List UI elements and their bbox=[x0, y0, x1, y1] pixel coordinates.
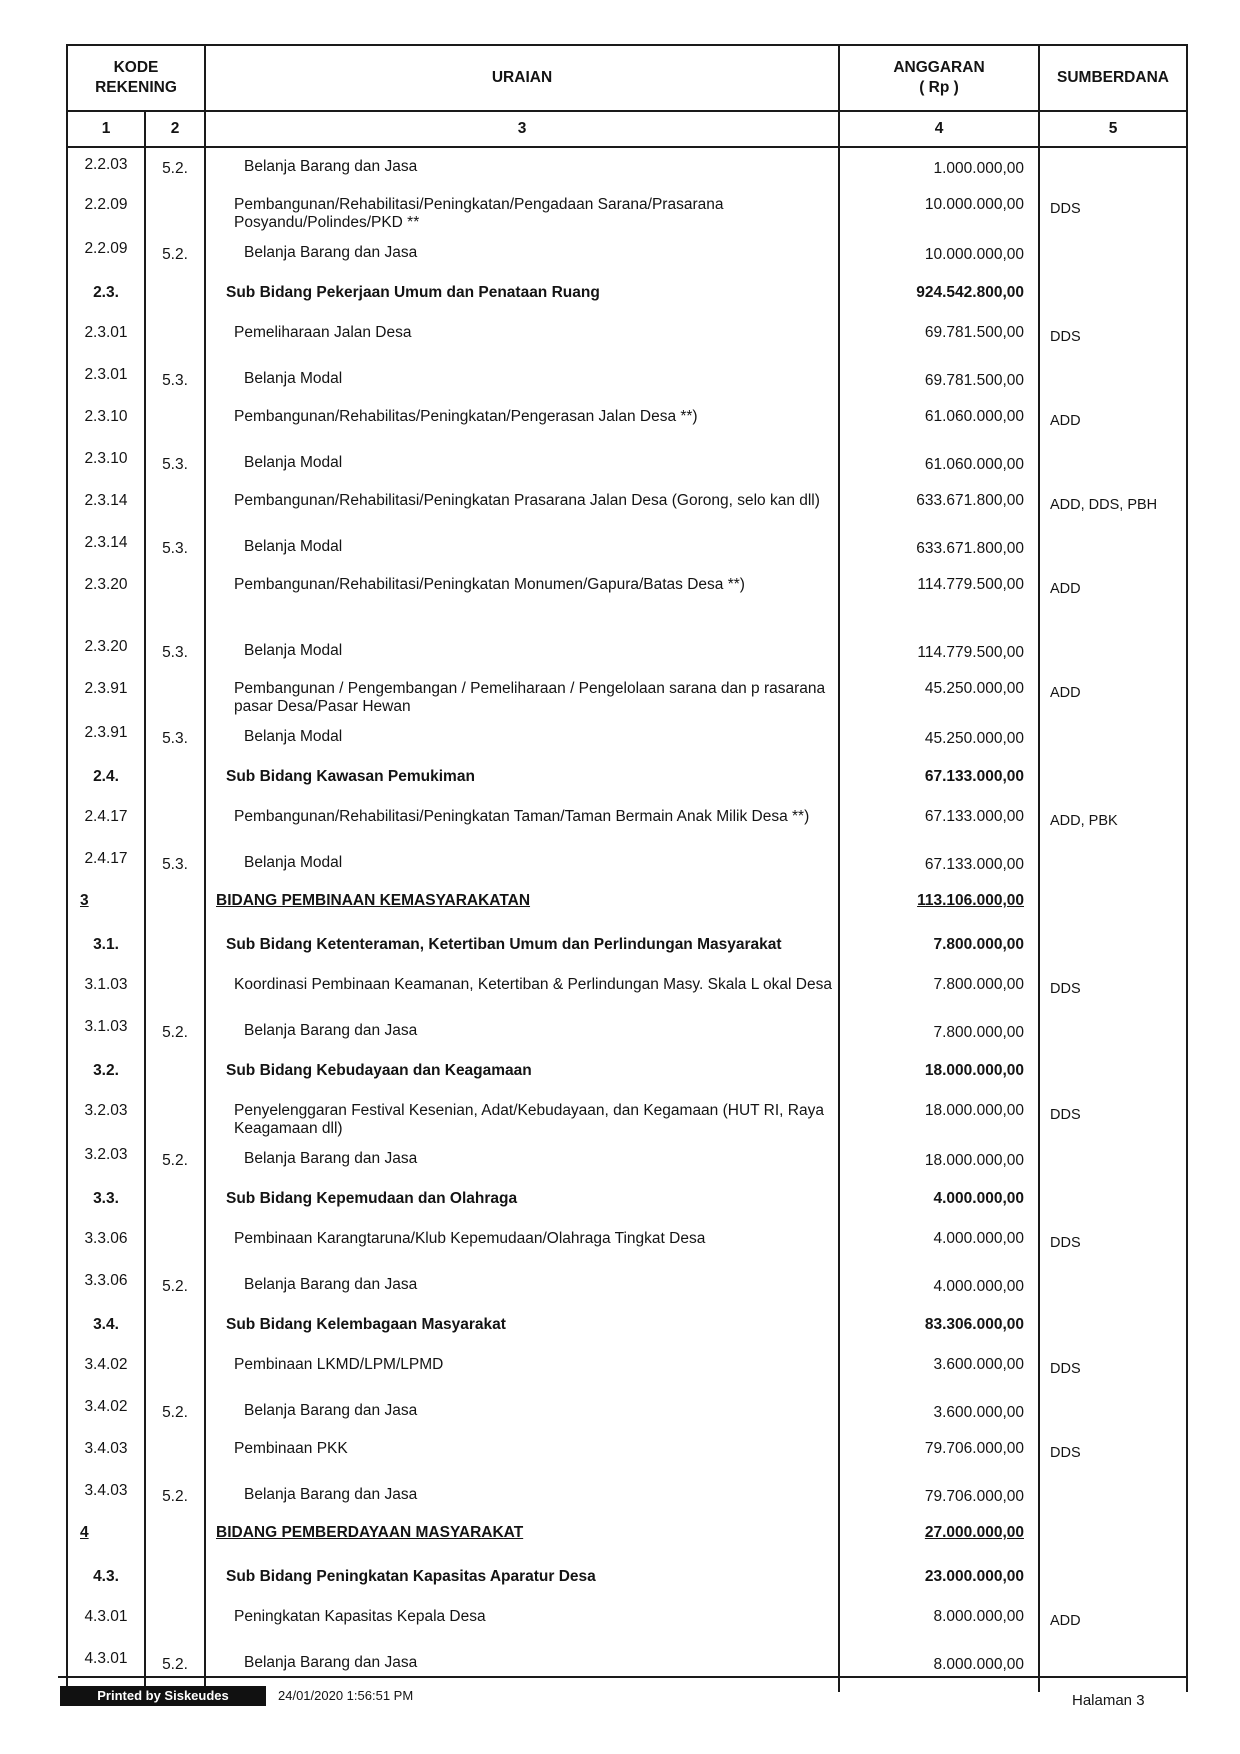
object-code-cell bbox=[145, 760, 205, 802]
amount-cell: 1.000.000,00 bbox=[839, 147, 1039, 190]
amount-cell: 633.671.800,00 bbox=[839, 528, 1039, 570]
header-col-number: 1 bbox=[67, 111, 145, 147]
amount-cell: 10.000.000,00 bbox=[839, 234, 1039, 276]
printed-by-badge: Printed by Siskeudes bbox=[60, 1686, 266, 1706]
table-row bbox=[67, 1012, 1187, 1054]
account-code-cell: 2.2.03 bbox=[67, 147, 145, 190]
fund-source-cell bbox=[1039, 844, 1187, 886]
object-code-cell: 5.2. bbox=[145, 1644, 205, 1692]
description-cell: Belanja Modal bbox=[205, 844, 839, 886]
description-cell: Pembangunan/Rehabilitasi/Peningkatan Prasarana Jalan Desa (Gorong, selo kan dll) bbox=[205, 486, 839, 528]
amount-cell: 113.106.000,00 bbox=[839, 886, 1039, 928]
account-code-cell: 2.2.09 bbox=[67, 234, 145, 276]
description-cell: Belanja Barang dan Jasa bbox=[205, 234, 839, 276]
account-code-cell: 3.3.06 bbox=[67, 1224, 145, 1266]
header-kode-rekening: KODE REKENING bbox=[67, 45, 205, 111]
object-code-cell bbox=[145, 674, 205, 718]
description-cell: Sub Bidang Kepemudaan dan Olahraga bbox=[205, 1182, 839, 1224]
amount-cell: 114.779.500,00 bbox=[839, 632, 1039, 674]
description-cell: Pemeliharaan Jalan Desa bbox=[205, 318, 839, 360]
account-code-cell: 3.2.03 bbox=[67, 1140, 145, 1182]
description-cell: Belanja Barang dan Jasa bbox=[205, 1392, 839, 1434]
object-code-cell bbox=[145, 1308, 205, 1350]
account-code-cell: 3.3. bbox=[67, 1182, 145, 1224]
fund-source-cell bbox=[1039, 1560, 1187, 1602]
amount-cell: 4.000.000,00 bbox=[839, 1224, 1039, 1266]
page-number: Halaman 3 bbox=[1072, 1692, 1145, 1709]
table-row bbox=[67, 444, 1187, 486]
header-col-number: 5 bbox=[1039, 111, 1187, 147]
amount-cell: 23.000.000,00 bbox=[839, 1560, 1039, 1602]
account-code-cell: 3.1. bbox=[67, 928, 145, 970]
fund-source-cell bbox=[1039, 632, 1187, 674]
description-cell: Pembinaan PKK bbox=[205, 1434, 839, 1476]
description-cell: Peningkatan Kapasitas Kepala Desa bbox=[205, 1602, 839, 1644]
object-code-cell bbox=[145, 318, 205, 360]
object-code-cell: 5.3. bbox=[145, 528, 205, 570]
description-cell: Sub Bidang Peningkatan Kapasitas Aparatur Desa bbox=[205, 1560, 839, 1602]
description-cell: Belanja Modal bbox=[205, 528, 839, 570]
object-code-cell: 5.2. bbox=[145, 1392, 205, 1434]
description-cell: Pembangunan/Rehabilitasi/Peningkatan Taman/Taman Bermain Anak Milik Desa **) bbox=[205, 802, 839, 844]
account-code-cell: 2.4.17 bbox=[67, 802, 145, 844]
fund-source-cell bbox=[1039, 360, 1187, 402]
amount-cell: 45.250.000,00 bbox=[839, 718, 1039, 760]
description-cell: Sub Bidang Ketenteraman, Ketertiban Umum dan Perlindungan Masyarakat bbox=[205, 928, 839, 970]
table-row bbox=[67, 886, 1187, 928]
table-row bbox=[67, 318, 1187, 360]
table-body bbox=[67, 147, 1187, 1692]
amount-cell: 7.800.000,00 bbox=[839, 928, 1039, 970]
table-row bbox=[67, 1308, 1187, 1350]
account-code-cell: 2.3.20 bbox=[67, 632, 145, 674]
account-code-cell: 4 bbox=[67, 1518, 145, 1560]
amount-cell: 8.000.000,00 bbox=[839, 1644, 1039, 1692]
description-cell: Sub Bidang Pekerjaan Umum dan Penataan Ruang bbox=[205, 276, 839, 318]
account-code-cell: 3.1.03 bbox=[67, 1012, 145, 1054]
table-row bbox=[67, 1434, 1187, 1476]
fund-source-cell bbox=[1039, 147, 1187, 190]
account-code-cell: 3.2.03 bbox=[67, 1096, 145, 1140]
table-row bbox=[67, 570, 1187, 632]
fund-source-cell: ADD bbox=[1039, 1602, 1187, 1644]
description-cell: Belanja Modal bbox=[205, 632, 839, 674]
fund-source-cell: ADD bbox=[1039, 570, 1187, 632]
table-row bbox=[67, 802, 1187, 844]
fund-source-cell: DDS bbox=[1039, 1096, 1187, 1140]
account-code-cell: 2.3.10 bbox=[67, 402, 145, 444]
fund-source-cell: DDS bbox=[1039, 190, 1187, 234]
object-code-cell bbox=[145, 970, 205, 1012]
description-cell: Belanja Barang dan Jasa bbox=[205, 147, 839, 190]
account-code-cell: 2.3.10 bbox=[67, 444, 145, 486]
object-code-cell bbox=[145, 1560, 205, 1602]
account-code-cell: 3.4.02 bbox=[67, 1392, 145, 1434]
table-row bbox=[67, 928, 1187, 970]
table-row bbox=[67, 402, 1187, 444]
description-cell: Belanja Modal bbox=[205, 360, 839, 402]
object-code-cell: 5.2. bbox=[145, 1012, 205, 1054]
object-code-cell bbox=[145, 1182, 205, 1224]
amount-cell: 8.000.000,00 bbox=[839, 1602, 1039, 1644]
object-code-cell: 5.2. bbox=[145, 1476, 205, 1518]
fund-source-cell bbox=[1039, 1012, 1187, 1054]
amount-cell: 3.600.000,00 bbox=[839, 1350, 1039, 1392]
table-row bbox=[67, 1392, 1187, 1434]
amount-cell: 69.781.500,00 bbox=[839, 360, 1039, 402]
account-code-cell: 2.2.09 bbox=[67, 190, 145, 234]
description-cell: Pembangunan/Rehabilitas/Peningkatan/Pengerasan Jalan Desa **) bbox=[205, 402, 839, 444]
table-row bbox=[67, 1602, 1187, 1644]
table-row bbox=[67, 1096, 1187, 1140]
fund-source-cell: ADD bbox=[1039, 402, 1187, 444]
amount-cell: 924.542.800,00 bbox=[839, 276, 1039, 318]
account-code-cell: 2.3.01 bbox=[67, 360, 145, 402]
budget-table bbox=[66, 44, 1188, 1692]
account-code-cell: 2.3.91 bbox=[67, 674, 145, 718]
object-code-cell bbox=[145, 486, 205, 528]
account-code-cell: 3.3.06 bbox=[67, 1266, 145, 1308]
table-row bbox=[67, 674, 1187, 718]
header-uraian: URAIAN bbox=[205, 45, 839, 111]
account-code-cell: 3.4.03 bbox=[67, 1434, 145, 1476]
description-cell: Belanja Modal bbox=[205, 444, 839, 486]
header-anggaran-unit: ( Rp ) bbox=[919, 79, 959, 96]
table-row bbox=[67, 632, 1187, 674]
fund-source-cell bbox=[1039, 528, 1187, 570]
description-cell: Pembangunan/Rehabilitasi/Peningkatan Monumen/Gapura/Batas Desa **) bbox=[205, 570, 839, 632]
object-code-cell bbox=[145, 1434, 205, 1476]
table-row bbox=[67, 1560, 1187, 1602]
header-col-number: 2 bbox=[145, 111, 205, 147]
fund-source-cell bbox=[1039, 1308, 1187, 1350]
amount-cell: 67.133.000,00 bbox=[839, 760, 1039, 802]
object-code-cell bbox=[145, 276, 205, 318]
table-row bbox=[67, 190, 1187, 234]
fund-source-cell: DDS bbox=[1039, 1350, 1187, 1392]
amount-cell: 18.000.000,00 bbox=[839, 1096, 1039, 1140]
fund-source-cell bbox=[1039, 1266, 1187, 1308]
object-code-cell bbox=[145, 1096, 205, 1140]
description-cell: Belanja Barang dan Jasa bbox=[205, 1266, 839, 1308]
print-timestamp: 24/01/2020 1:56:51 PM bbox=[278, 1688, 414, 1703]
fund-source-cell bbox=[1039, 1476, 1187, 1518]
fund-source-cell bbox=[1039, 718, 1187, 760]
account-code-cell: 2.3.14 bbox=[67, 486, 145, 528]
amount-cell: 67.133.000,00 bbox=[839, 802, 1039, 844]
account-code-cell: 4.3.01 bbox=[67, 1644, 145, 1692]
header-anggaran bbox=[839, 45, 1039, 111]
object-code-cell: 5.3. bbox=[145, 360, 205, 402]
table-row bbox=[67, 276, 1187, 318]
account-code-cell: 2.4. bbox=[67, 760, 145, 802]
description-cell: Sub Bidang Kelembagaan Masyarakat bbox=[205, 1308, 839, 1350]
description-cell: Penyelenggaran Festival Kesenian, Adat/Kebudayaan, dan Kegamaan (HUT RI, Raya Keagamaan dll) bbox=[205, 1096, 839, 1140]
description-cell: Pembangunan / Pengembangan / Pemeliharaan / Pengelolaan sarana dan p rasarana pasar Desa/Pasar Hewan bbox=[205, 674, 839, 718]
table-row bbox=[67, 718, 1187, 760]
table-row bbox=[67, 1350, 1187, 1392]
account-code-cell: 3.2. bbox=[67, 1054, 145, 1096]
object-code-cell bbox=[145, 1350, 205, 1392]
object-code-cell: 5.2. bbox=[145, 147, 205, 190]
account-code-cell: 3.4.03 bbox=[67, 1476, 145, 1518]
account-code-cell: 3.4. bbox=[67, 1308, 145, 1350]
table-row bbox=[67, 1266, 1187, 1308]
header-anggaran-label: ANGGARAN bbox=[893, 59, 985, 76]
table-row bbox=[67, 486, 1187, 528]
account-code-cell: 2.3.91 bbox=[67, 718, 145, 760]
object-code-cell bbox=[145, 190, 205, 234]
description-cell: Belanja Barang dan Jasa bbox=[205, 1140, 839, 1182]
table-row bbox=[67, 760, 1187, 802]
description-cell: Belanja Modal bbox=[205, 718, 839, 760]
table-row bbox=[67, 1644, 1187, 1692]
description-cell: BIDANG PEMBERDAYAAN MASYARAKAT bbox=[205, 1518, 839, 1560]
amount-cell: 45.250.000,00 bbox=[839, 674, 1039, 718]
fund-source-cell: DDS bbox=[1039, 970, 1187, 1012]
amount-cell: 114.779.500,00 bbox=[839, 570, 1039, 632]
object-code-cell bbox=[145, 886, 205, 928]
object-code-cell: 5.3. bbox=[145, 444, 205, 486]
table-row bbox=[67, 970, 1187, 1012]
amount-cell: 7.800.000,00 bbox=[839, 1012, 1039, 1054]
object-code-cell: 5.3. bbox=[145, 718, 205, 760]
object-code-cell: 5.2. bbox=[145, 1266, 205, 1308]
object-code-cell bbox=[145, 802, 205, 844]
object-code-cell: 5.2. bbox=[145, 234, 205, 276]
table-row bbox=[67, 1054, 1187, 1096]
account-code-cell: 4.3.01 bbox=[67, 1602, 145, 1644]
object-code-cell bbox=[145, 402, 205, 444]
amount-cell: 61.060.000,00 bbox=[839, 444, 1039, 486]
table-row bbox=[67, 1476, 1187, 1518]
header-col-number: 4 bbox=[839, 111, 1039, 147]
table-row bbox=[67, 147, 1187, 190]
object-code-cell bbox=[145, 1518, 205, 1560]
amount-cell: 69.781.500,00 bbox=[839, 318, 1039, 360]
description-cell: Belanja Barang dan Jasa bbox=[205, 1644, 839, 1692]
fund-source-cell: DDS bbox=[1039, 1224, 1187, 1266]
fund-source-cell bbox=[1039, 1518, 1187, 1560]
table-row bbox=[67, 1182, 1187, 1224]
table-row bbox=[67, 1140, 1187, 1182]
account-code-cell: 2.3. bbox=[67, 276, 145, 318]
header-col-number: 3 bbox=[205, 111, 839, 147]
object-code-cell bbox=[145, 928, 205, 970]
description-cell: Belanja Barang dan Jasa bbox=[205, 1476, 839, 1518]
amount-cell: 18.000.000,00 bbox=[839, 1140, 1039, 1182]
description-cell: Sub Bidang Kawasan Pemukiman bbox=[205, 760, 839, 802]
description-cell: Pembangunan/Rehabilitasi/Peningkatan/Pengadaan Sarana/Prasarana Posyandu/Polindes/PKD ** bbox=[205, 190, 839, 234]
description-cell: Koordinasi Pembinaan Keamanan, Ketertiban & Perlindungan Masy. Skala L okal Desa bbox=[205, 970, 839, 1012]
amount-cell: 83.306.000,00 bbox=[839, 1308, 1039, 1350]
fund-source-cell bbox=[1039, 234, 1187, 276]
fund-source-cell bbox=[1039, 928, 1187, 970]
account-code-cell: 2.3.14 bbox=[67, 528, 145, 570]
account-code-cell: 3.1.03 bbox=[67, 970, 145, 1012]
object-code-cell bbox=[145, 1054, 205, 1096]
account-code-cell: 2.3.20 bbox=[67, 570, 145, 632]
description-cell: Pembinaan LKMD/LPM/LPMD bbox=[205, 1350, 839, 1392]
description-cell: BIDANG PEMBINAAN KEMASYARAKATAN bbox=[205, 886, 839, 928]
fund-source-cell bbox=[1039, 886, 1187, 928]
amount-cell: 7.800.000,00 bbox=[839, 970, 1039, 1012]
object-code-cell bbox=[145, 1602, 205, 1644]
table-header bbox=[67, 45, 1187, 147]
fund-source-cell bbox=[1039, 1140, 1187, 1182]
table-row bbox=[67, 360, 1187, 402]
table-row bbox=[67, 1224, 1187, 1266]
fund-source-cell: DDS bbox=[1039, 1434, 1187, 1476]
fund-source-cell: ADD bbox=[1039, 674, 1187, 718]
fund-source-cell: DDS bbox=[1039, 318, 1187, 360]
account-code-cell: 2.3.01 bbox=[67, 318, 145, 360]
description-cell: Sub Bidang Kebudayaan dan Keagamaan bbox=[205, 1054, 839, 1096]
footer-divider bbox=[58, 1676, 1188, 1678]
amount-cell: 79.706.000,00 bbox=[839, 1434, 1039, 1476]
fund-source-cell: ADD, DDS, PBH bbox=[1039, 486, 1187, 528]
object-code-cell: 5.2. bbox=[145, 1140, 205, 1182]
description-cell: Belanja Barang dan Jasa bbox=[205, 1012, 839, 1054]
description-cell: Pembinaan Karangtaruna/Klub Kepemudaan/Olahraga Tingkat Desa bbox=[205, 1224, 839, 1266]
amount-cell: 3.600.000,00 bbox=[839, 1392, 1039, 1434]
amount-cell: 18.000.000,00 bbox=[839, 1054, 1039, 1096]
object-code-cell: 5.3. bbox=[145, 844, 205, 886]
table-row bbox=[67, 234, 1187, 276]
fund-source-cell: ADD, PBK bbox=[1039, 802, 1187, 844]
fund-source-cell bbox=[1039, 760, 1187, 802]
amount-cell: 61.060.000,00 bbox=[839, 402, 1039, 444]
account-code-cell: 2.4.17 bbox=[67, 844, 145, 886]
fund-source-cell bbox=[1039, 444, 1187, 486]
amount-cell: 67.133.000,00 bbox=[839, 844, 1039, 886]
account-code-cell: 4.3. bbox=[67, 1560, 145, 1602]
amount-cell: 79.706.000,00 bbox=[839, 1476, 1039, 1518]
amount-cell: 10.000.000,00 bbox=[839, 190, 1039, 234]
amount-cell: 633.671.800,00 bbox=[839, 486, 1039, 528]
amount-cell: 27.000.000,00 bbox=[839, 1518, 1039, 1560]
table-row bbox=[67, 1518, 1187, 1560]
header-sumberdana: SUMBERDANA bbox=[1039, 45, 1187, 111]
account-code-cell: 3 bbox=[67, 886, 145, 928]
object-code-cell bbox=[145, 570, 205, 632]
amount-cell: 4.000.000,00 bbox=[839, 1266, 1039, 1308]
fund-source-cell bbox=[1039, 1392, 1187, 1434]
object-code-cell: 5.3. bbox=[145, 632, 205, 674]
fund-source-cell bbox=[1039, 1182, 1187, 1224]
fund-source-cell bbox=[1039, 276, 1187, 318]
account-code-cell: 3.4.02 bbox=[67, 1350, 145, 1392]
fund-source-cell bbox=[1039, 1644, 1187, 1692]
table-row bbox=[67, 844, 1187, 886]
table-row bbox=[67, 528, 1187, 570]
fund-source-cell bbox=[1039, 1054, 1187, 1096]
amount-cell: 4.000.000,00 bbox=[839, 1182, 1039, 1224]
object-code-cell bbox=[145, 1224, 205, 1266]
